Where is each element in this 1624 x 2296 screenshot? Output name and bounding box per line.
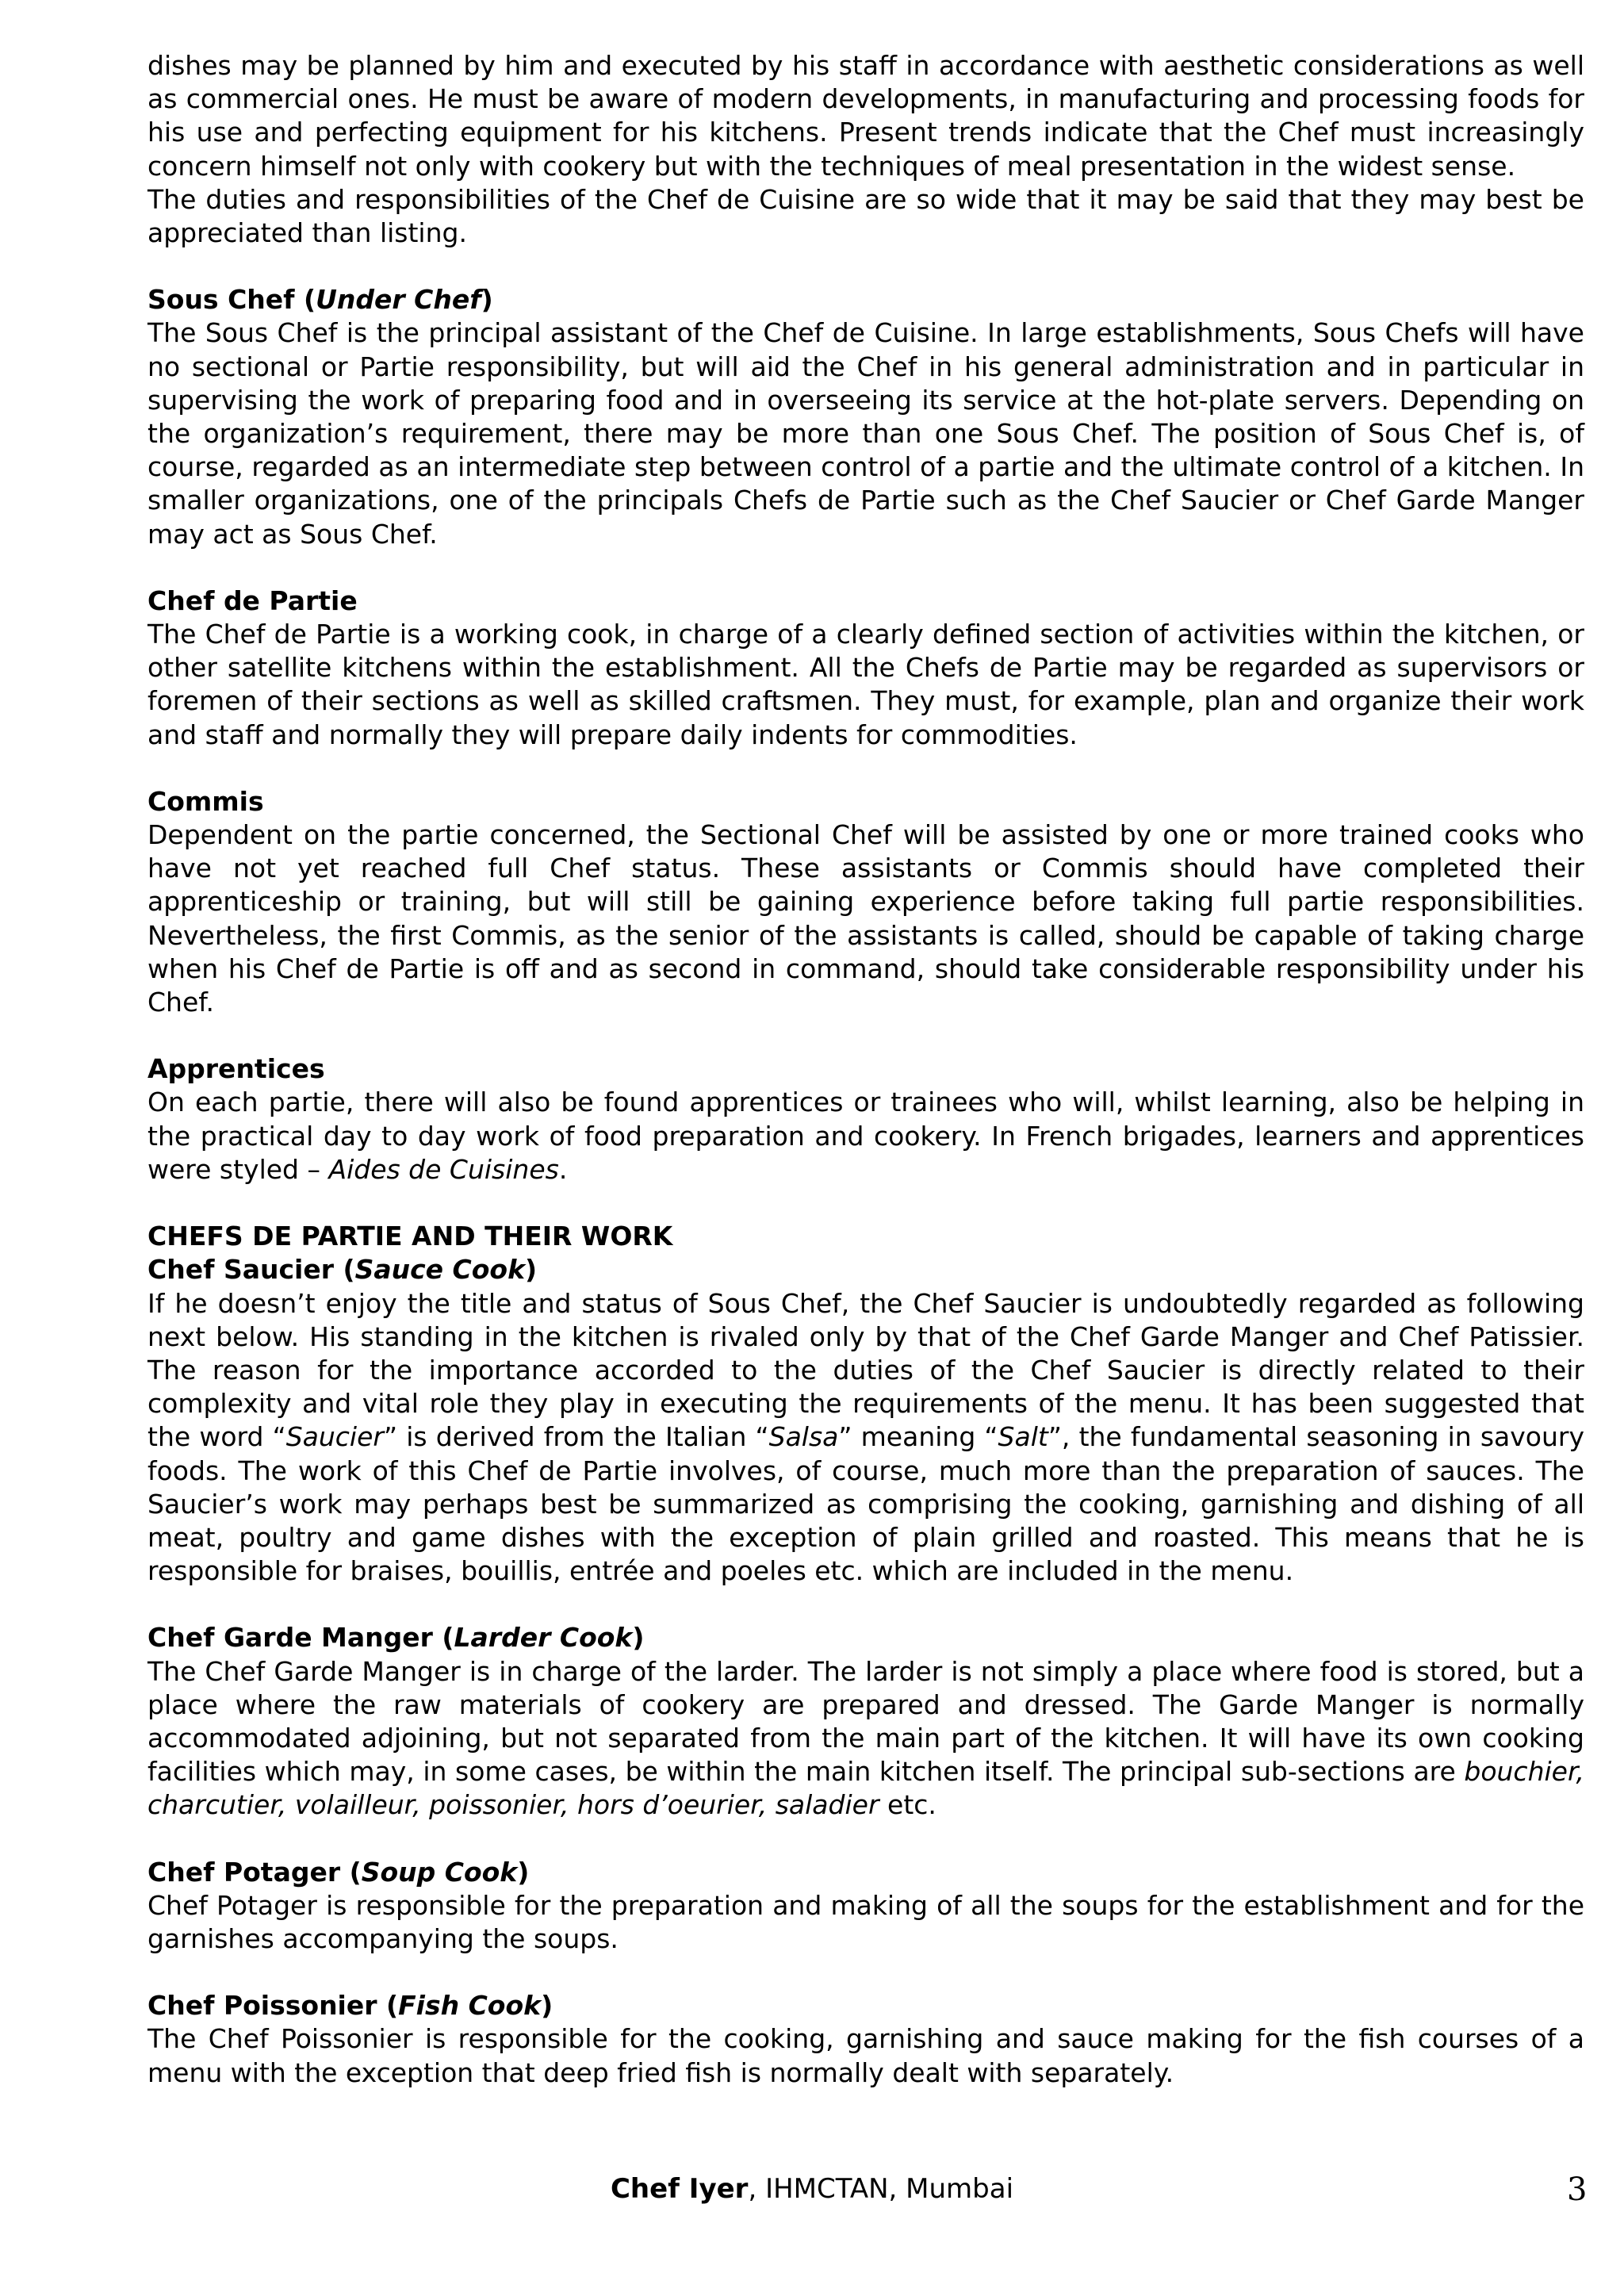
heading-chef-garde-manger: Chef Garde Manger (Larder Cook)	[147, 1622, 645, 1654]
paragraph-commis: Dependent on the partie concerned, the Sectional Chef will be assisted by one or more trained cooks who have not yet reached full Chef status. These assistants or Commis should have completed their apprenticeship or training, but will still be gaining experience before taking full partie responsibilities. Nevertheless, the first Commis, as the senior of the assistants is called, should be capable of taking charge when his Chef de Partie is off and as second in command, should take considerable responsibility under his Chef.	[147, 819, 1584, 1018]
intro-paragraph-2: The duties and responsibilities of the Chef de Cuisine are so wide that it may be said that they may best be appreciated than listing.	[147, 183, 1584, 249]
heading-sous-chef: Sous Chef (Under Chef)	[147, 284, 493, 316]
heading-chef-poissonier: Chef Poissonier (Fish Cook)	[147, 1990, 553, 2022]
footer-credit: Chef Iyer, IHMCTAN, Mumbai	[610, 2173, 1014, 2205]
paragraph-chef-de-partie: The Chef de Partie is a working cook, in charge of a clearly defined section of activities within the kitchen, or other satellite kitchens within the establishment. All the Chefs de Partie may be regarded as supervisors or foremen of their sections as well as skilled craftsmen. They must, for example, plan and organize their work and staff and normally they will prepare daily indents for commodities.	[147, 619, 1584, 750]
heading-chef-de-partie: Chef de Partie	[147, 585, 358, 616]
page-footer	[0, 2173, 1624, 2208]
paragraph-sous-chef: The Sous Chef is the principal assistant of the Chef de Cuisine. In large establishments, Sous Chefs will have no sectional or Partie responsibility, but will aid the Chef in his general administration and in particular in supervising the work of preparing food and in overseeing its service at the hot-plate servers. Depending on the organization’s requirement, there may be more than one Sous Chef. The position of Sous Chef is, of course, regarded as an intermediate step between control of a partie and the ultimate control of a kitchen. In smaller organizations, one of the principals Chefs de Partie such as the Chef Saucier or Chef Garde Manger may act as Sous Chef.	[147, 317, 1584, 550]
paragraph-apprentices: On each partie, there will also be found apprentices or trainees who will, whilst learning, also be helping in the practical day to day work of food preparation and cookery. In French brigades, learners and apprentices were styled – Aides de Cuisines.	[147, 1087, 1584, 1185]
page-number: 3	[1567, 2171, 1588, 2208]
paragraph-chef-poissonier: The Chef Poissonier is responsible for the cooking, garnishing and sauce making for the fish courses of a menu with the exception that deep fried fish is normally dealt with separately.	[147, 2023, 1584, 2088]
document-page	[147, 49, 1584, 2090]
paragraph-chef-potager: Chef Potager is responsible for the preparation and making of all the soups for the establishment and for the garnishes accompanying the soups.	[147, 1889, 1584, 1954]
heading-commis: Commis	[147, 785, 264, 817]
heading-chef-saucier: Chef Saucier (Sauce Cook)	[147, 1254, 538, 1286]
heading-chef-potager: Chef Potager (Soup Cook)	[147, 1856, 530, 1888]
paragraph-chef-saucier: If he doesn’t enjoy the title and status of Sous Chef, the Chef Saucier is undoubtedly regarded as following next below. His standing in the kitchen is rivaled only by that of the Chef Garde Manger and Chef Patissier. The reason for the importance accorded to the duties of the Chef Saucier is directly related to their complexity and vital role they play in executing the requirements of the menu. It has been suggested that the word “Saucier” is derived from the Italian “Salsa” meaning “Salt”, the fundamental seasoning in savoury foods. The work of this Chef de Partie involves, of course, much more than the preparation of sauces. The Saucier’s work may perhaps best be summarized as comprising the cooking, garnishing and dishing of all meat, poultry and game dishes with the exception of plain grilled and roasted. This means that he is responsible for braises, bouillis, entrée and poeles etc. which are included in the menu.	[147, 1287, 1584, 1587]
heading-apprentices: Apprentices	[147, 1053, 325, 1085]
paragraph-chef-garde-manger: The Chef Garde Manger is in charge of the larder. The larder is not simply a place where food is stored, but a place where the raw materials of cookery are prepared and dressed. The Garde Manger is normally accommodated adjoining, but not separated from the main part of the kitchen. It will have its own cooking facilities which may, in some cases, be within the main kitchen itself. The principal sub-sections are bouchier, charcutier, volailleur, poissonier, hors d’oeurier, saladier etc.	[147, 1655, 1584, 1821]
intro-paragraph: dishes may be planned by him and executed by his staff in accordance with aesthetic considerations as well as commercial ones. He must be aware of modern developments, in manufacturing and processing foods for his use and perfecting equipment for his kitchens. Present trends indicate that the Chef must increasingly concern himself not only with cookery but with the techniques of meal presentation in the widest sense.	[147, 50, 1584, 182]
section-heading: CHEFS DE PARTIE AND THEIR WORK	[147, 1221, 673, 1252]
